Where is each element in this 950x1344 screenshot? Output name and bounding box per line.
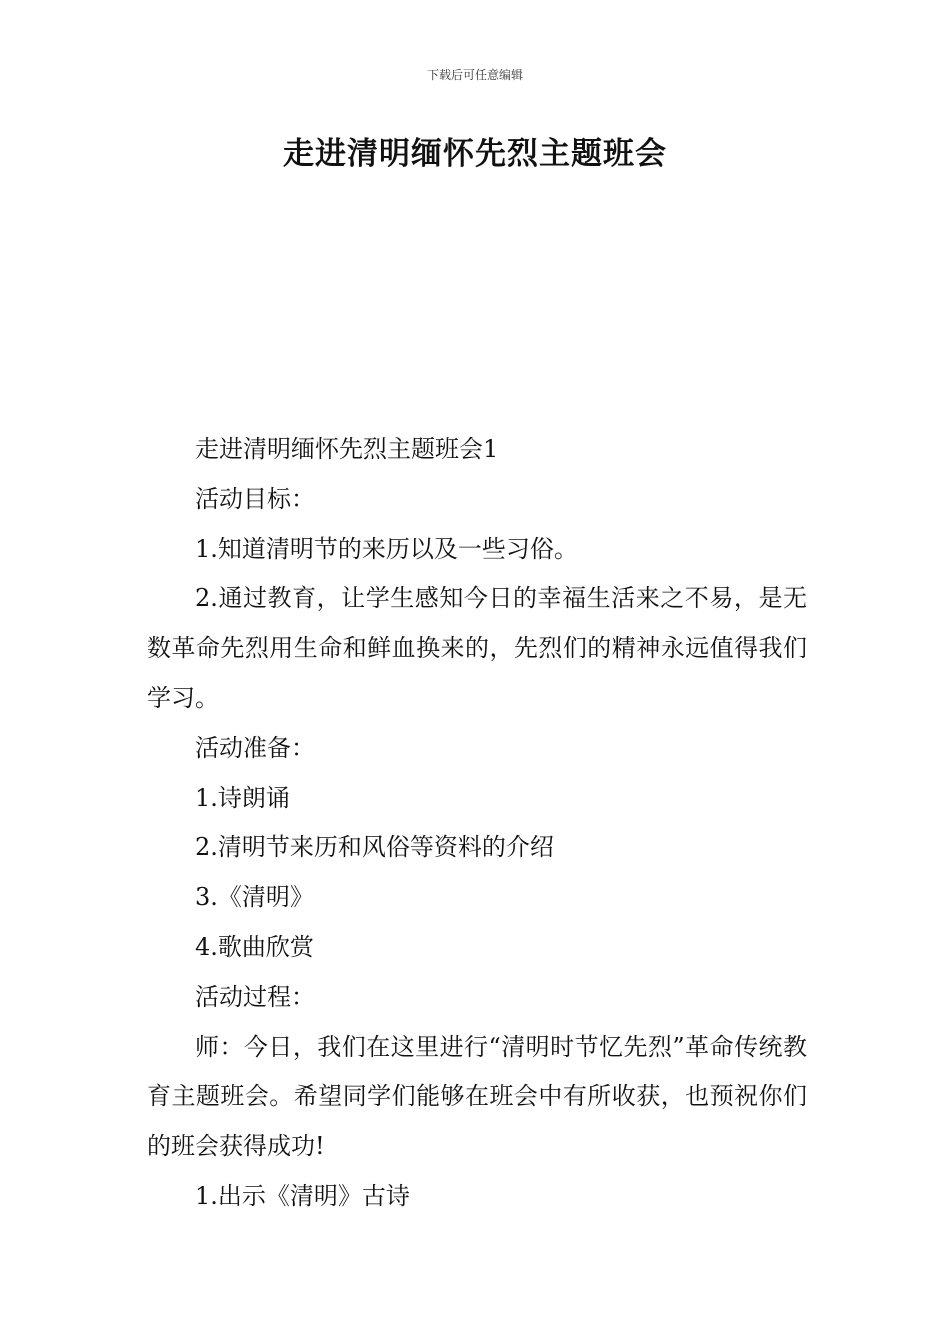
header-note: 下载后可任意编辑 <box>426 68 523 82</box>
section-heading: 走进清明缅怀先烈主题班会1 <box>195 435 499 463</box>
preparation-item-4: 4.歌曲欣赏 <box>195 932 314 961</box>
teacher-remarks: 师：今日，我们在这里进行“清明时节忆先烈”革命传统教育主题班会。希望同学们能够在班会中有所收获，也预祝你们的班会获得成功! <box>147 1032 807 1161</box>
subheading-activity-process: 活动过程： <box>195 982 315 1011</box>
goal-item-2: 2.通过教育，让学生感知今日的幸福生活来之不易，是无数革命先烈用生命和鲜血换来的，先烈们的精神永远值得我们学习。 <box>147 584 807 712</box>
document-body <box>147 425 807 1222</box>
process-item-1: 1.出示《清明》古诗 <box>195 1181 410 1210</box>
document-title: 走进清明缅怀先烈主题班会 <box>283 136 667 172</box>
subheading-activity-goals: 活动目标： <box>195 484 315 513</box>
preparation-item-2: 2.清明节来历和风俗等资料的介绍 <box>195 833 554 862</box>
preparation-item-1: 1.诗朗诵 <box>195 783 290 812</box>
subheading-activity-preparation: 活动准备： <box>195 733 315 762</box>
goal-item-1: 1.知道清明节的来历以及一些习俗。 <box>195 534 578 563</box>
preparation-item-3: 3.《清明》 <box>195 883 314 912</box>
